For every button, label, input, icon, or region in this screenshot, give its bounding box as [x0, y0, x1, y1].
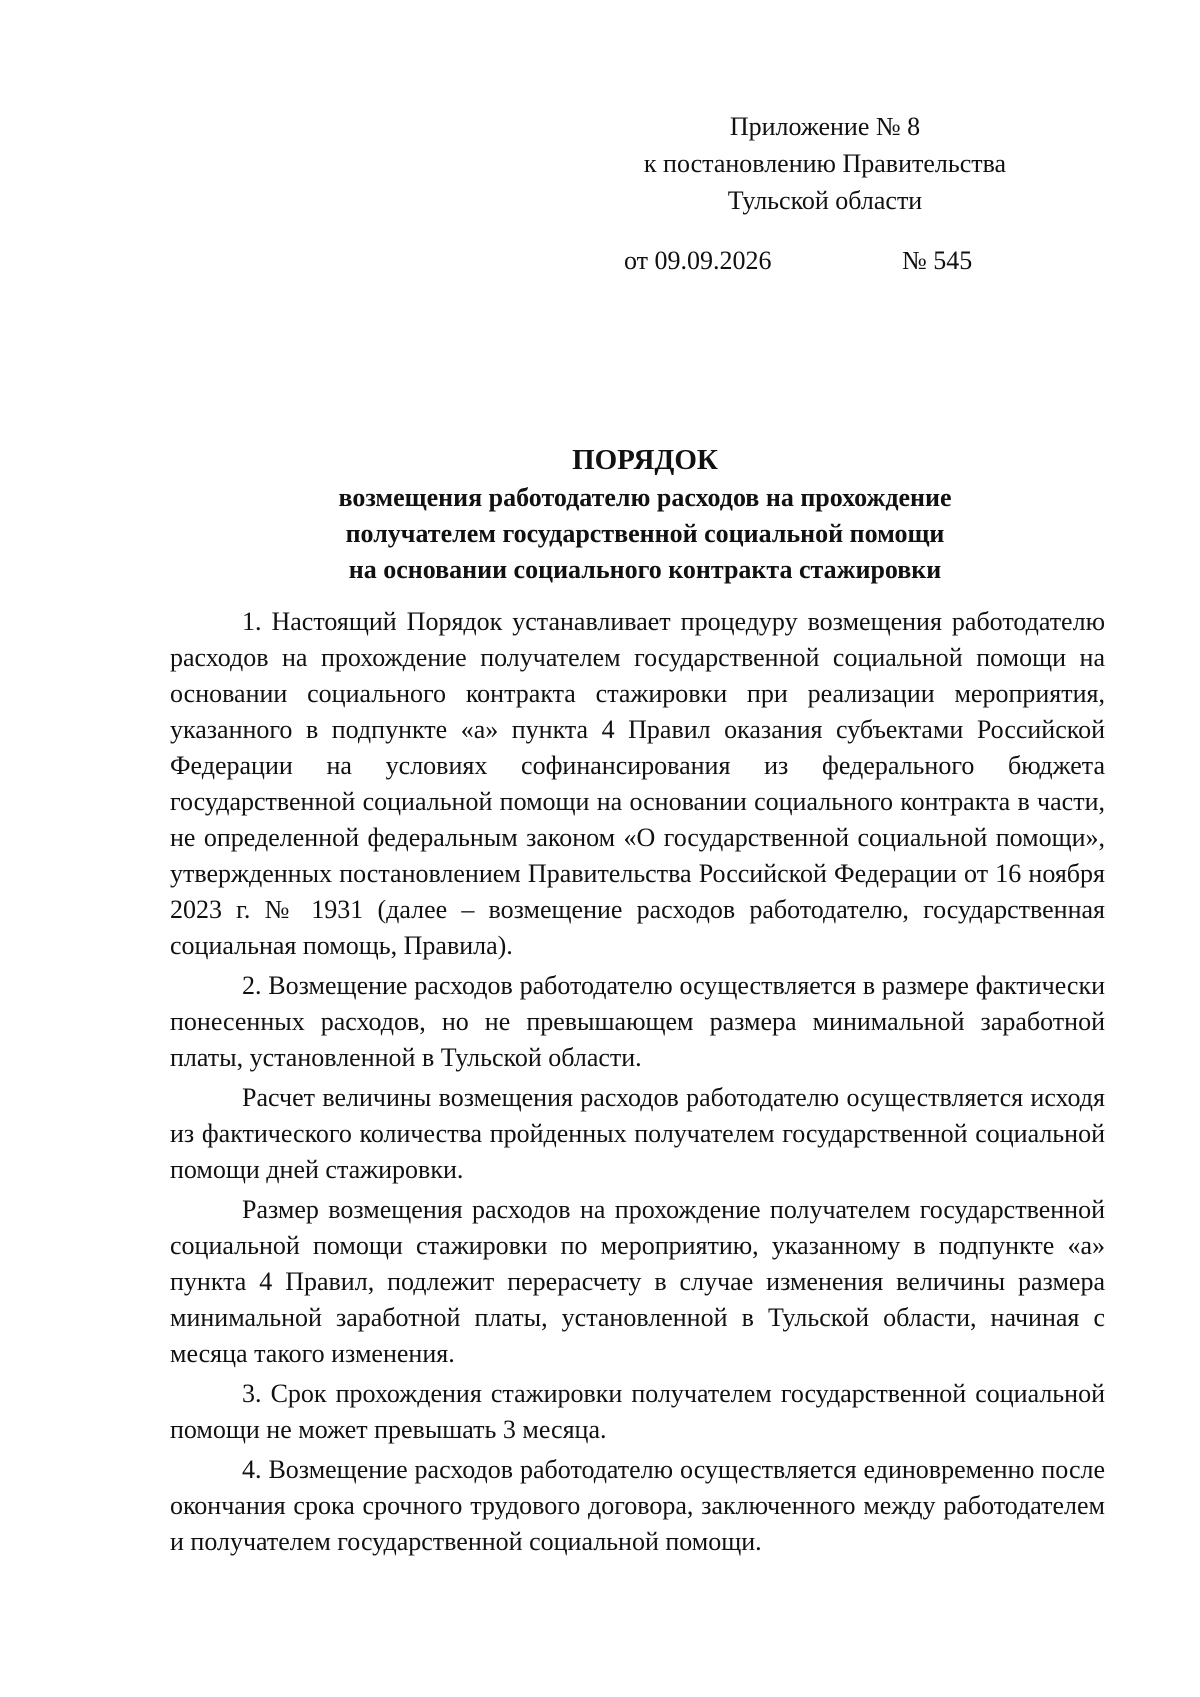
title-line-2: получателем государственной социальной помощи [345, 519, 945, 548]
appendix-number: Приложение № 8 [729, 112, 921, 141]
paragraph-2: 2. Возмещение расходов работодателю осуществляется в размере фактически понесенных расходов, но не превышающем размера минимальной заработной платы, установленной в Тульской области. [170, 971, 1105, 1072]
resolution-date: от 09.09.2026 [624, 246, 772, 275]
paragraph-4: 4. Возмещение расходов работодателю осуществляется единовременно после окончания срока срочного трудового договора, заключенного между работодателем и получателем государственной социальной помощи. [170, 1455, 1105, 1556]
appendix-region: Тульской области [727, 186, 923, 215]
paragraph-1: 1. Настоящий Порядок устанавливает процедуру возмещения работодателю расходов на прохождение получателем государственной социальной помощи на основании социального контракта стажировки при реализации мероприятия, указанного в подпункте «а» пункта 4 Правил оказания субъектами Российской Федерации на условиях софинансирования из федерального бюджета государственной социальной помощи на основании социального контракта в части, не определенной федеральным законом «О государственной социальной помощи», утвержденных постановлением Правительства Российской Федерации от 16 ноября 2023 г. № 1931 (далее – возмещение расходов работодателю, государственная социальная помощь, Правила). [170, 607, 1105, 960]
resolution-number: № 545 [902, 246, 973, 275]
paragraph-3: 3. Срок прохождения стажировки получателем государственной социальной помощи не может превышать 3 месяца. [170, 1379, 1105, 1444]
title-line-3: на основании социального контракта стажировки [348, 555, 942, 584]
paragraph-2-calculation: Расчет величины возмещения расходов работодателю осуществляется исходя из фактического количества пройденных получателем государственной социальной помощи дней стажировки. [170, 1083, 1105, 1184]
document-title [170, 440, 1120, 588]
document-body [170, 604, 1105, 1564]
appendix-resolution-ref: к постановлению Правительства [643, 149, 1007, 178]
paragraph-2-recalculation: Размер возмещения расходов на прохождение получателем государственной социальной помощи стажировки по мероприятию, указанному в подпункте «а» пункта 4 Правил, подлежит перерасчету в случае изменения величины размера минимальной заработной платы, установленной в Тульской области, начиная с месяца такого изменения. [170, 1195, 1105, 1368]
title-main: ПОРЯДОК [572, 444, 718, 476]
title-line-1: возмещения работодателю расходов на прохождение [338, 483, 952, 512]
appendix-header [600, 108, 1050, 219]
